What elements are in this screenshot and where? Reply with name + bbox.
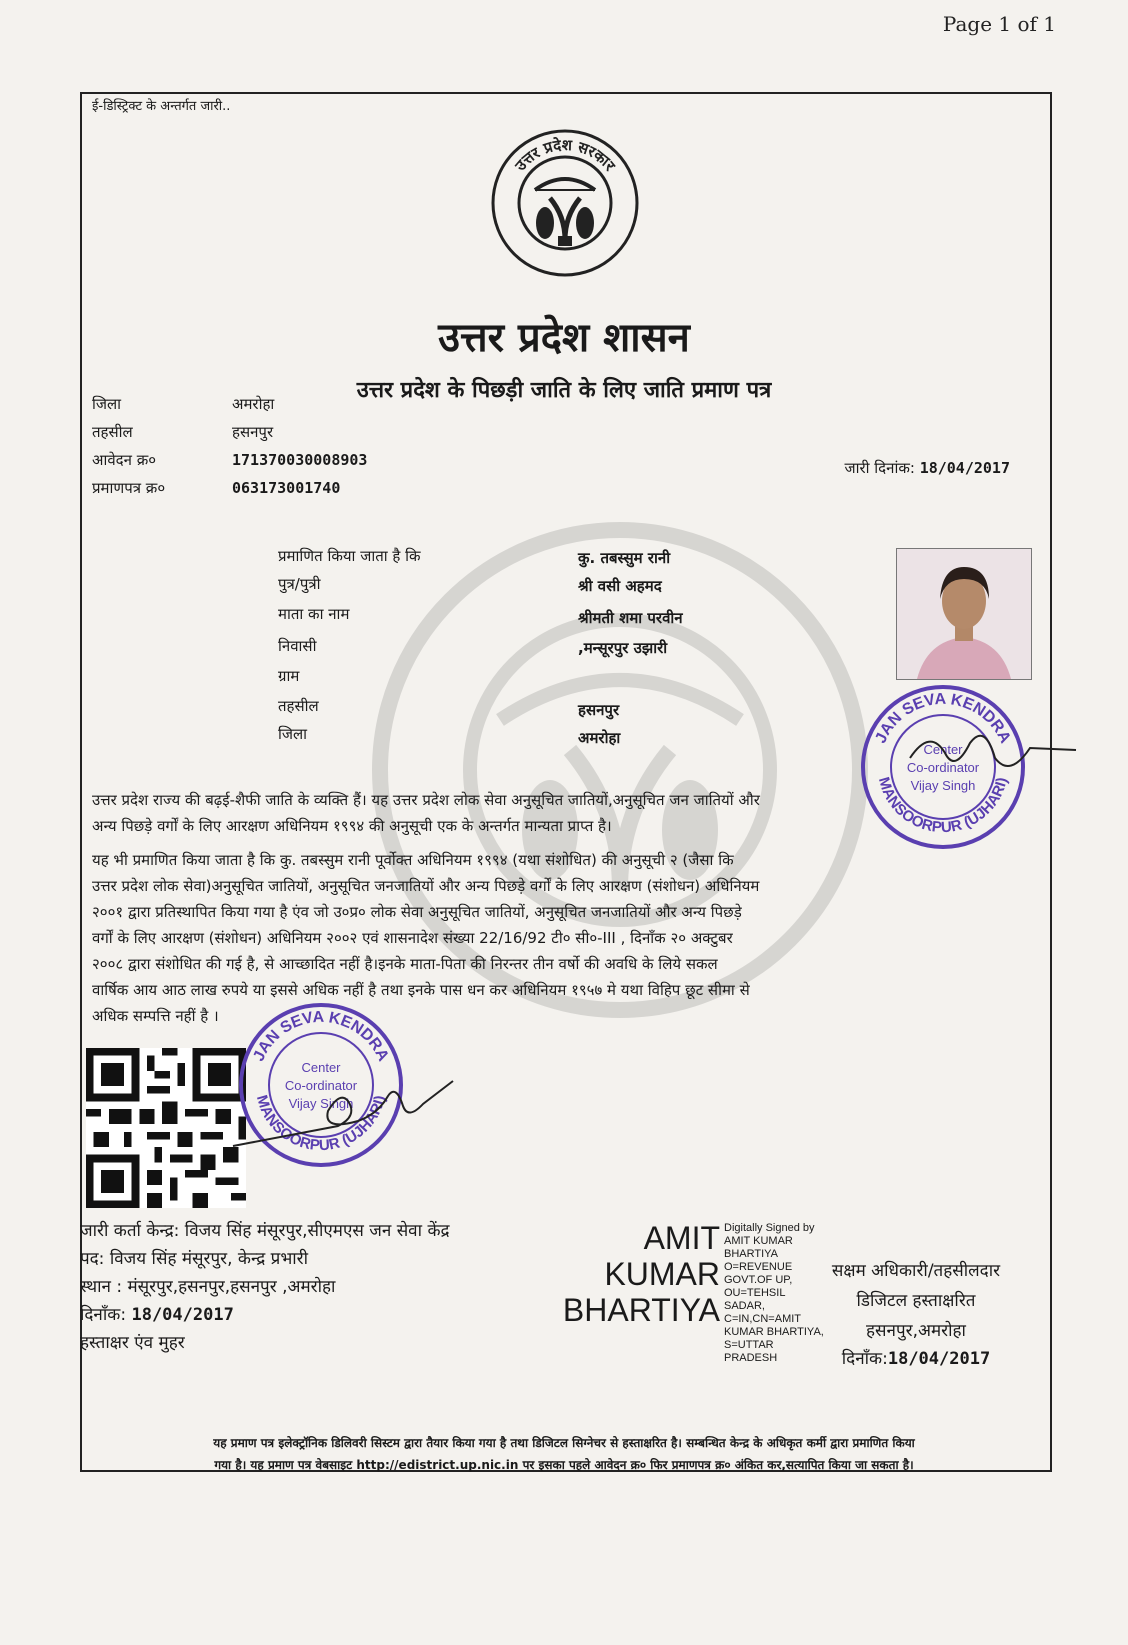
info-row-application-no: आवेदन क्र० 171370030008903 bbox=[92, 451, 368, 469]
signature-scribble-icon bbox=[900, 718, 1080, 788]
authority-place: हसनपुर,अमरोहा bbox=[866, 1321, 966, 1341]
authority-date: दिनाँक:18/04/2017 bbox=[841, 1349, 991, 1369]
person-father: श्री वसी अहमद bbox=[578, 577, 662, 595]
page-number: Page 1 of 1 bbox=[942, 12, 1056, 36]
issuer-post: पद: विजय सिंह मंसूरपुर, केन्द्र प्रभारी bbox=[80, 1249, 309, 1269]
person-label-relation: पुत्र/पुत्री bbox=[278, 575, 321, 593]
person-name: कु. तबस्सुम रानी bbox=[578, 549, 671, 567]
person-label-mother: माता का नाम bbox=[278, 605, 350, 623]
certification-line: २००१ द्वारा प्रतिस्थापित किया गया है एंव जो उ०प्र० लोक सेवा अनुसूचित जातियों, अनुसूचित जनजातियों और अन्य पिछड़े bbox=[92, 903, 742, 921]
issue-date: जारी दिनांक: 18/04/2017 bbox=[844, 459, 1010, 477]
certification-line: वार्षिक आय आठ लाख रुपये या इससे अधिक नहीं है तथा इनके पास धन कर अधिनियम १९५७ मे यथा विहिप छूट सीमा से bbox=[92, 981, 750, 999]
issuing-center: जारी कर्ता केन्द्र: विजय सिंह मंसूरपुर,सीएमएस जन सेवा केंद्र bbox=[80, 1221, 450, 1241]
info-row-certificate-no: प्रमाणपत्र क्र० 063173001740 bbox=[92, 479, 341, 497]
caste-statement-line-2: अन्य पिछड़े वर्गों के लिए आरक्षण अधिनियम १९९४ की अनुसूची एक के अन्तर्गत मान्यता प्राप्त है। bbox=[92, 817, 612, 835]
person-tehsil: हसनपुर bbox=[578, 701, 620, 719]
svg-text:MANSOORPUR (UJHARI): MANSOORPUR (UJHARI) bbox=[874, 775, 1011, 837]
svg-text:उत्तर प्रदेश सरकार: उत्तर प्रदेश सरकार bbox=[511, 135, 619, 175]
footer-note: यह प्रमाण पत्र इलेक्ट्रॉनिक डिलिवरी सिस्टम द्वारा तैयार किया गया है तथा डिजिटल सिग्नेचर से हस्ताक्षरित है। सम्बन्धित केन्द्र के अधिकृत कर्मी द्वारा प्रमाणित किया गया है। यह प्रमाण पत्र वेबसाइट http://edistrict.up.nic.in पर इसका पहले आवेदन क्र० फिर प्रमाणपत्र क्र० अंकित कर,सत्यापित किया जा सकता है। bbox=[213, 1436, 915, 1472]
person-resident: ,मन्सूरपुर उझारी bbox=[578, 639, 668, 657]
info-row-tehsil: तहसील हसनपुर bbox=[92, 423, 274, 441]
signer-name: AMIT KUMAR BHARTIYA bbox=[562, 1220, 720, 1328]
svg-text:JAN SEVA KENDRA: JAN SEVA KENDRA bbox=[872, 690, 1014, 746]
svg-text:Vijay Singh: Vijay Singh bbox=[288, 1096, 354, 1111]
issued-under-label: ई-डिस्ट्रिक्ट के अन्तर्गत जारी.. bbox=[92, 99, 231, 114]
svg-text:Center: Center bbox=[301, 1060, 341, 1075]
authority-digitally-signed: डिजिटल हस्ताक्षरित bbox=[856, 1291, 976, 1311]
certification-line: यह भी प्रमाणित किया जाता है कि कु. तबस्सुम रानी पूर्वोक्त अधिनियम १९९४ (यथा संशोधित) की अनुसूची २ (जैसा कि bbox=[92, 851, 734, 869]
certification-line: २००८ द्वारा संशोधित की गई है, से आच्छादित नहीं है।इनके माता-पिता की निरन्तर तीन वर्षो की अवधि के लिये सकल bbox=[92, 955, 718, 973]
certificate-title: उत्तर प्रदेश के पिछड़ी जाति के लिए जाति प्रमाण पत्र bbox=[356, 377, 772, 403]
svg-text:JAN SEVA KENDRA: JAN SEVA KENDRA bbox=[250, 1008, 392, 1064]
person-label-resident: निवासी bbox=[278, 637, 317, 655]
person-photo-icon bbox=[897, 549, 1031, 679]
applicant-photo bbox=[896, 548, 1032, 680]
signature-and-seal-label: हस्ताक्षर एंव मुहर bbox=[80, 1333, 185, 1353]
up-government-seal-icon bbox=[490, 128, 640, 278]
svg-text:Vijay Singh: Vijay Singh bbox=[910, 778, 976, 793]
certification-line: अधिक सम्पत्ति नहीं है । bbox=[92, 1007, 219, 1025]
svg-text:Co-ordinator: Co-ordinator bbox=[284, 1078, 358, 1093]
signature-scribble-icon bbox=[228, 1076, 458, 1156]
person-label-district: जिला bbox=[278, 725, 308, 743]
certification-line: वर्गों के लिए आरक्षण (संशोधन) अधिनियम २००२ एवं शासनादेश संख्या 22/16/92 टी० सी०-III , दिनाँक २० अक्टुबर bbox=[92, 929, 733, 947]
certification-line: उत्तर प्रदेश लोक सेवा)अनुसूचित जातियों, अनुसूचित जनजातियों और अन्य पिछड़े वर्गों के लिए आरक्षण (संशोधन) अधिनियम bbox=[92, 877, 760, 895]
person-mother: श्रीमती शमा परवीन bbox=[578, 609, 683, 627]
person-label-tehsil: तहसील bbox=[278, 697, 319, 715]
person-label-village: ग्राम bbox=[278, 667, 300, 685]
svg-text:Co-ordinator: Co-ordinator bbox=[906, 760, 980, 775]
caste-statement-line-1: उत्तर प्रदेश राज्य की बढ़ई-शैफी जाति के व्यक्ति हैं। यह उत्तर प्रदेश लोक सेवा अनुसूचित जातियों,अनुसूचित जन जातियों और bbox=[92, 791, 760, 809]
issuer-date: दिनाँक: 18/04/2017 bbox=[80, 1305, 234, 1325]
person-district: अमरोहा bbox=[578, 729, 621, 747]
info-row-district: जिला अमरोहा bbox=[92, 395, 275, 413]
issuer-place: स्थान : मंसूरपुर,हसनपुर,हसनपुर ,अमरोहा bbox=[80, 1277, 336, 1297]
qr-code-icon bbox=[86, 1048, 246, 1208]
digital-signature-details: Digitally Signed by AMIT KUMAR BHARTIYA O=REVENUE GOVT.OF UP, OU=TEHSIL SADAR, C=IN,CN=AMIT KUMAR BHARTIYA, S=UTTAR PRADESH bbox=[724, 1222, 824, 1364]
svg-text:MANSOORPUR (UJHARI): MANSOORPUR (UJHARI) bbox=[252, 1093, 389, 1155]
svg-text:Center: Center bbox=[923, 742, 963, 757]
government-title: उत्तर प्रदेश शासन bbox=[438, 314, 690, 361]
authority-title: सक्षम अधिकारी/तहसीलदार bbox=[831, 1261, 1001, 1281]
person-label-certified: प्रमाणित किया जाता है कि bbox=[278, 547, 421, 565]
